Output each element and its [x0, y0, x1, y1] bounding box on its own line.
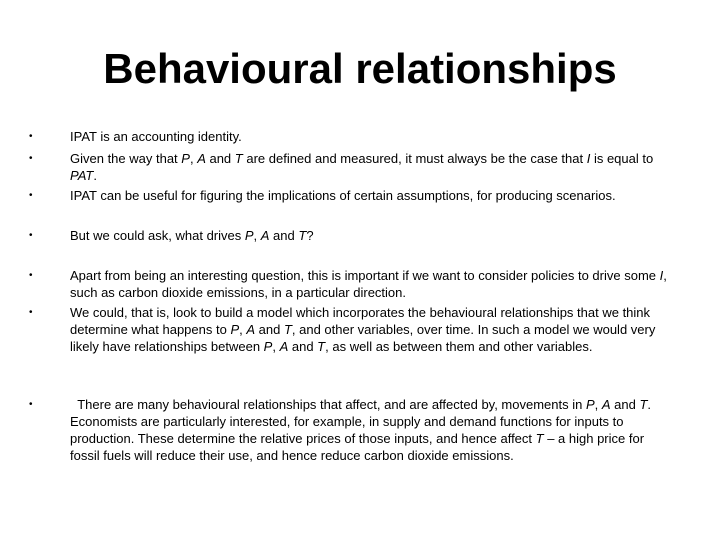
text-run: We could, that is, look to build a model which incorporates the behavioural relationships that we think determine what happens to — [70, 305, 651, 337]
list-item — [70, 304, 670, 355]
italic-variable: A — [279, 339, 289, 354]
italic-variable: T — [234, 151, 243, 166]
italic-variable: T — [283, 322, 292, 337]
italic-variable: T — [639, 397, 648, 412]
list-item — [70, 150, 670, 184]
italic-variable: T — [535, 431, 544, 446]
italic-variable: P — [230, 322, 240, 337]
list-item — [70, 187, 670, 204]
text-run: and — [288, 339, 318, 354]
text-run: . Economists are particularly interested, for example, in supply and demand functions for inputs to production. These determine the relative prices of those inputs, and hence affect — [70, 397, 652, 446]
text-run: , — [594, 397, 602, 412]
italic-variable: I — [586, 151, 591, 166]
text-run: and — [610, 397, 640, 412]
text-run: , such as carbon dioxide emissions, in a particular direction. — [70, 268, 667, 300]
text-run: is equal to — [590, 151, 654, 166]
text-run: , as well as between them and other variables. — [325, 339, 593, 354]
text-run: , — [272, 339, 280, 354]
text-run: , — [239, 322, 247, 337]
text-run: . — [93, 168, 97, 183]
italic-variable: T — [298, 228, 307, 243]
text-run: are defined and measured, it must always be the case that — [242, 151, 587, 166]
italic-variable: P — [181, 151, 190, 166]
text-run: , — [253, 228, 261, 243]
bullet-icon: • — [29, 131, 33, 142]
text-run: Given the way that — [70, 151, 182, 166]
italic-variable: A — [601, 397, 611, 412]
bullet-icon: • — [29, 270, 33, 281]
italic-variable: P — [244, 228, 254, 243]
italic-variable: T — [317, 339, 326, 354]
text-run: and — [255, 322, 284, 337]
list-item — [70, 396, 670, 464]
italic-variable: I — [659, 268, 664, 283]
bullet-icon: • — [29, 399, 33, 410]
text-run: , — [189, 151, 198, 166]
italic-variable: A — [197, 151, 206, 166]
text-run: ? — [306, 228, 314, 243]
list-item — [70, 267, 670, 301]
text-run: , and other variables, over time. In such a model we would very likely have relationships between — [70, 322, 656, 354]
text-run: IPAT can be useful for figuring the implications of certain assumptions, for producing scenarios. — [70, 188, 616, 203]
italic-variable: PAT — [70, 168, 94, 183]
text-run: and — [205, 151, 235, 166]
italic-variable: A — [260, 228, 270, 243]
bullet-icon: • — [29, 307, 33, 318]
text-run: Apart from being an interesting question, this is important if we want to consider policies to drive some — [70, 268, 660, 283]
slide-title: Behavioural relationships — [103, 45, 617, 92]
italic-variable: P — [263, 339, 273, 354]
bullet-icon: • — [29, 153, 33, 164]
text-run: There are many behavioural relationships that affect, and are affected by, movements in — [70, 397, 586, 412]
text-run: But we could ask, what drives — [70, 228, 245, 243]
italic-variable: P — [585, 397, 595, 412]
italic-variable: A — [246, 322, 256, 337]
list-item — [70, 128, 670, 145]
list-item — [70, 227, 670, 244]
bullet-icon: • — [29, 190, 33, 201]
bullet-icon: • — [29, 230, 33, 241]
text-run: – a high price for fossil fuels will reduce their use, and hence reduce carbon dioxide emissions. — [70, 431, 645, 463]
text-run: IPAT is an accounting identity. — [70, 129, 242, 144]
text-run: and — [269, 228, 299, 243]
